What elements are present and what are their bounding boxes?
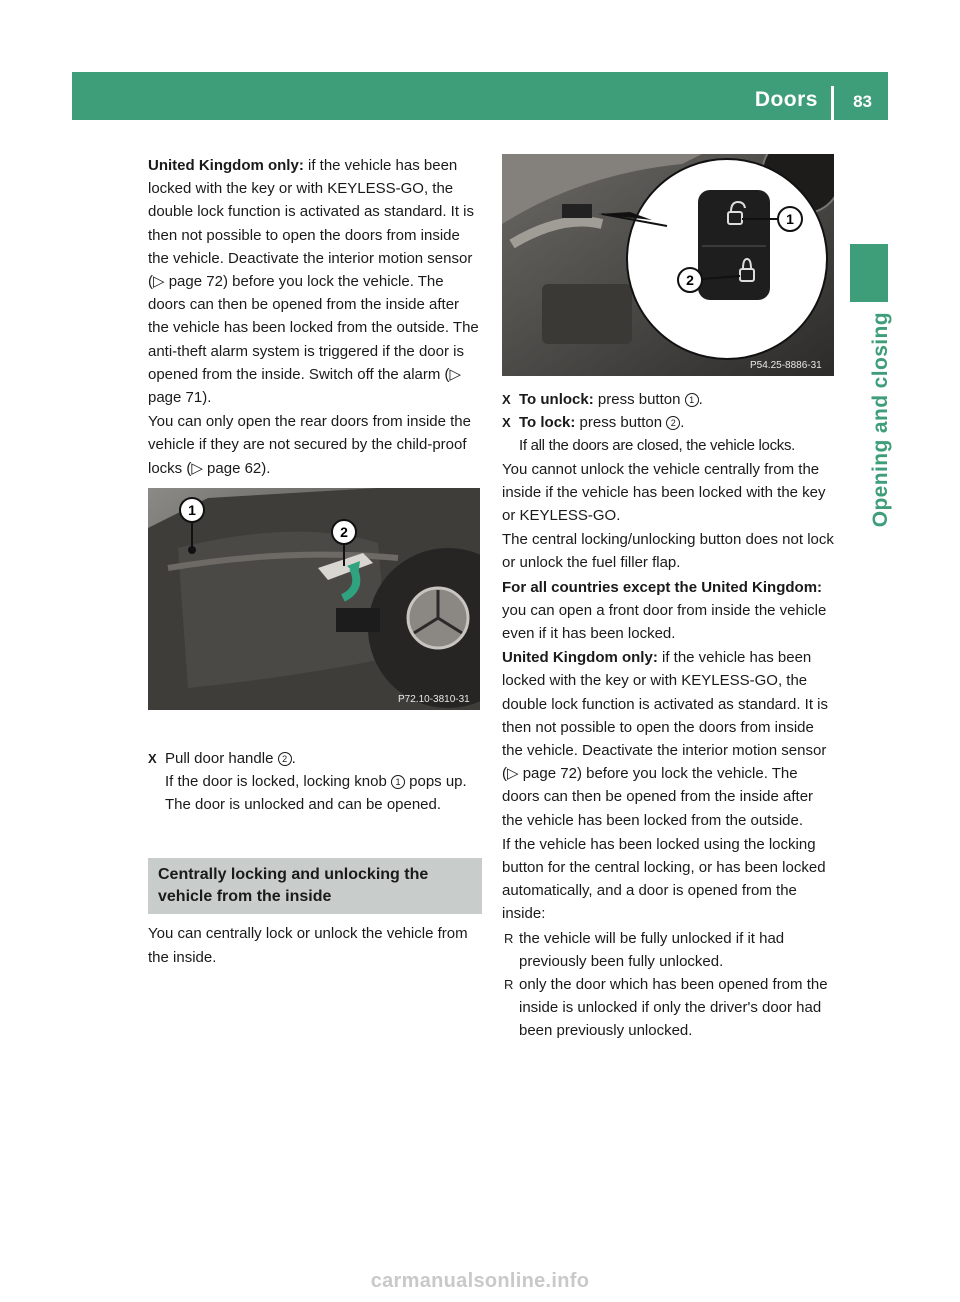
- callout-1: 1: [391, 775, 405, 789]
- svg-text:2: 2: [686, 272, 694, 288]
- step-unlock: X To unlock: press button 1 .: [502, 388, 836, 411]
- paragraph-fuel-flap: The central locking/unlocking button does not lock or unlock the fuel filler flap.: [502, 531, 834, 572]
- step-marker: X: [502, 415, 511, 431]
- watermark: carmanualsonline.info: [370, 1270, 590, 1292]
- header-divider: [831, 86, 834, 120]
- figure-code: P54.25-8886-31: [750, 360, 822, 371]
- paragraph-cannot-unlock: You cannot unlock the vehicle centrally from the inside if the vehicle has been locked with the key or KEYLESS-GO.: [502, 460, 826, 525]
- step-lock: X To lock: press button 2 . If all the doors are closed, the vehicle locks.: [502, 411, 836, 457]
- page-ref-link[interactable]: ▷ page 71: [148, 365, 462, 407]
- step-pull-handle: X Pull door handle 2 . If the door is locked, locking knob 1 pops up. The door is unlocked and can be opened.: [148, 747, 482, 817]
- paragraph-all-countries: For all countries except the United Kingdom: you can open a front door from inside the vehicle even if it has been locked.: [502, 578, 827, 643]
- callout-2: 2: [666, 416, 680, 430]
- figure-lock-buttons: [502, 154, 834, 376]
- side-tab-marker: [850, 244, 888, 302]
- paragraph-rear-doors: You can only open the rear doors from inside the vehicle if they are not secured by the child-proof locks (▷ page 62).: [148, 413, 471, 477]
- header-title: Doors: [754, 88, 818, 111]
- callout-2: 2: [278, 752, 292, 766]
- step-marker: X: [502, 392, 511, 407]
- page-ref-link[interactable]: ▷ page 72: [153, 273, 223, 291]
- page-ref-link[interactable]: ▷ page 62: [191, 459, 262, 477]
- page-ref-link[interactable]: ▷ page 72: [507, 765, 577, 783]
- page-number: 83: [853, 92, 872, 111]
- right-column: [502, 388, 836, 1043]
- svg-text:1: 1: [786, 211, 794, 227]
- figure-door-handle: [148, 488, 480, 710]
- paragraph-uk-only-2: United Kingdom only: if the vehicle has been locked with the key or with KEYLESS-GO, the double lock function is activated as standard. It is then not possible to open the doors from inside the vehicle. Deactivate the interior motion sensor (▷ page 72) before you lock the vehicle. The doors can then be opened from the inside after the vehicle has been locked from the outside.: [502, 649, 829, 829]
- side-tab-label: Opening and closing: [869, 312, 892, 528]
- list-item: R the vehicle will be fully unlocked if it had previously been fully unlocked.: [504, 929, 785, 970]
- figure-code: P72.10-3810-31: [398, 694, 470, 705]
- step-marker: X: [148, 750, 157, 766]
- section-heading: Centrally locking and unlocking the vehicle from the inside: [148, 858, 482, 914]
- callout-1: 1: [685, 393, 699, 407]
- svg-text:1: 1: [188, 502, 196, 518]
- list-item: R only the door which has been opened from the inside is unlocked if only the driver's door had been previously unlocked.: [504, 976, 828, 1040]
- svg-text:2: 2: [340, 524, 348, 540]
- header-bar: [72, 72, 888, 120]
- paragraph-central-lock: You can centrally lock or unlock the vehicle from the inside.: [148, 925, 468, 966]
- paragraph-locked-button: If the vehicle has been locked using the locking button for the central locking, or has been locked automatically, and a door is opened from the inside:: [502, 835, 826, 923]
- paragraph-uk-only: United Kingdom only: if the vehicle has been locked with the key or with KEYLESS-GO, the double lock function is activated as standard. It is then not possible to open the doors from inside the vehicle. Deactivate the interior motion sensor (▷ page 72) before you lock the vehicle. The doors can then be opened from the inside after the vehicle has been locked from the outside. The anti-theft alarm system is triggered if the door is opened from the inside. Switch off the alarm (▷ page 71).: [148, 157, 479, 407]
